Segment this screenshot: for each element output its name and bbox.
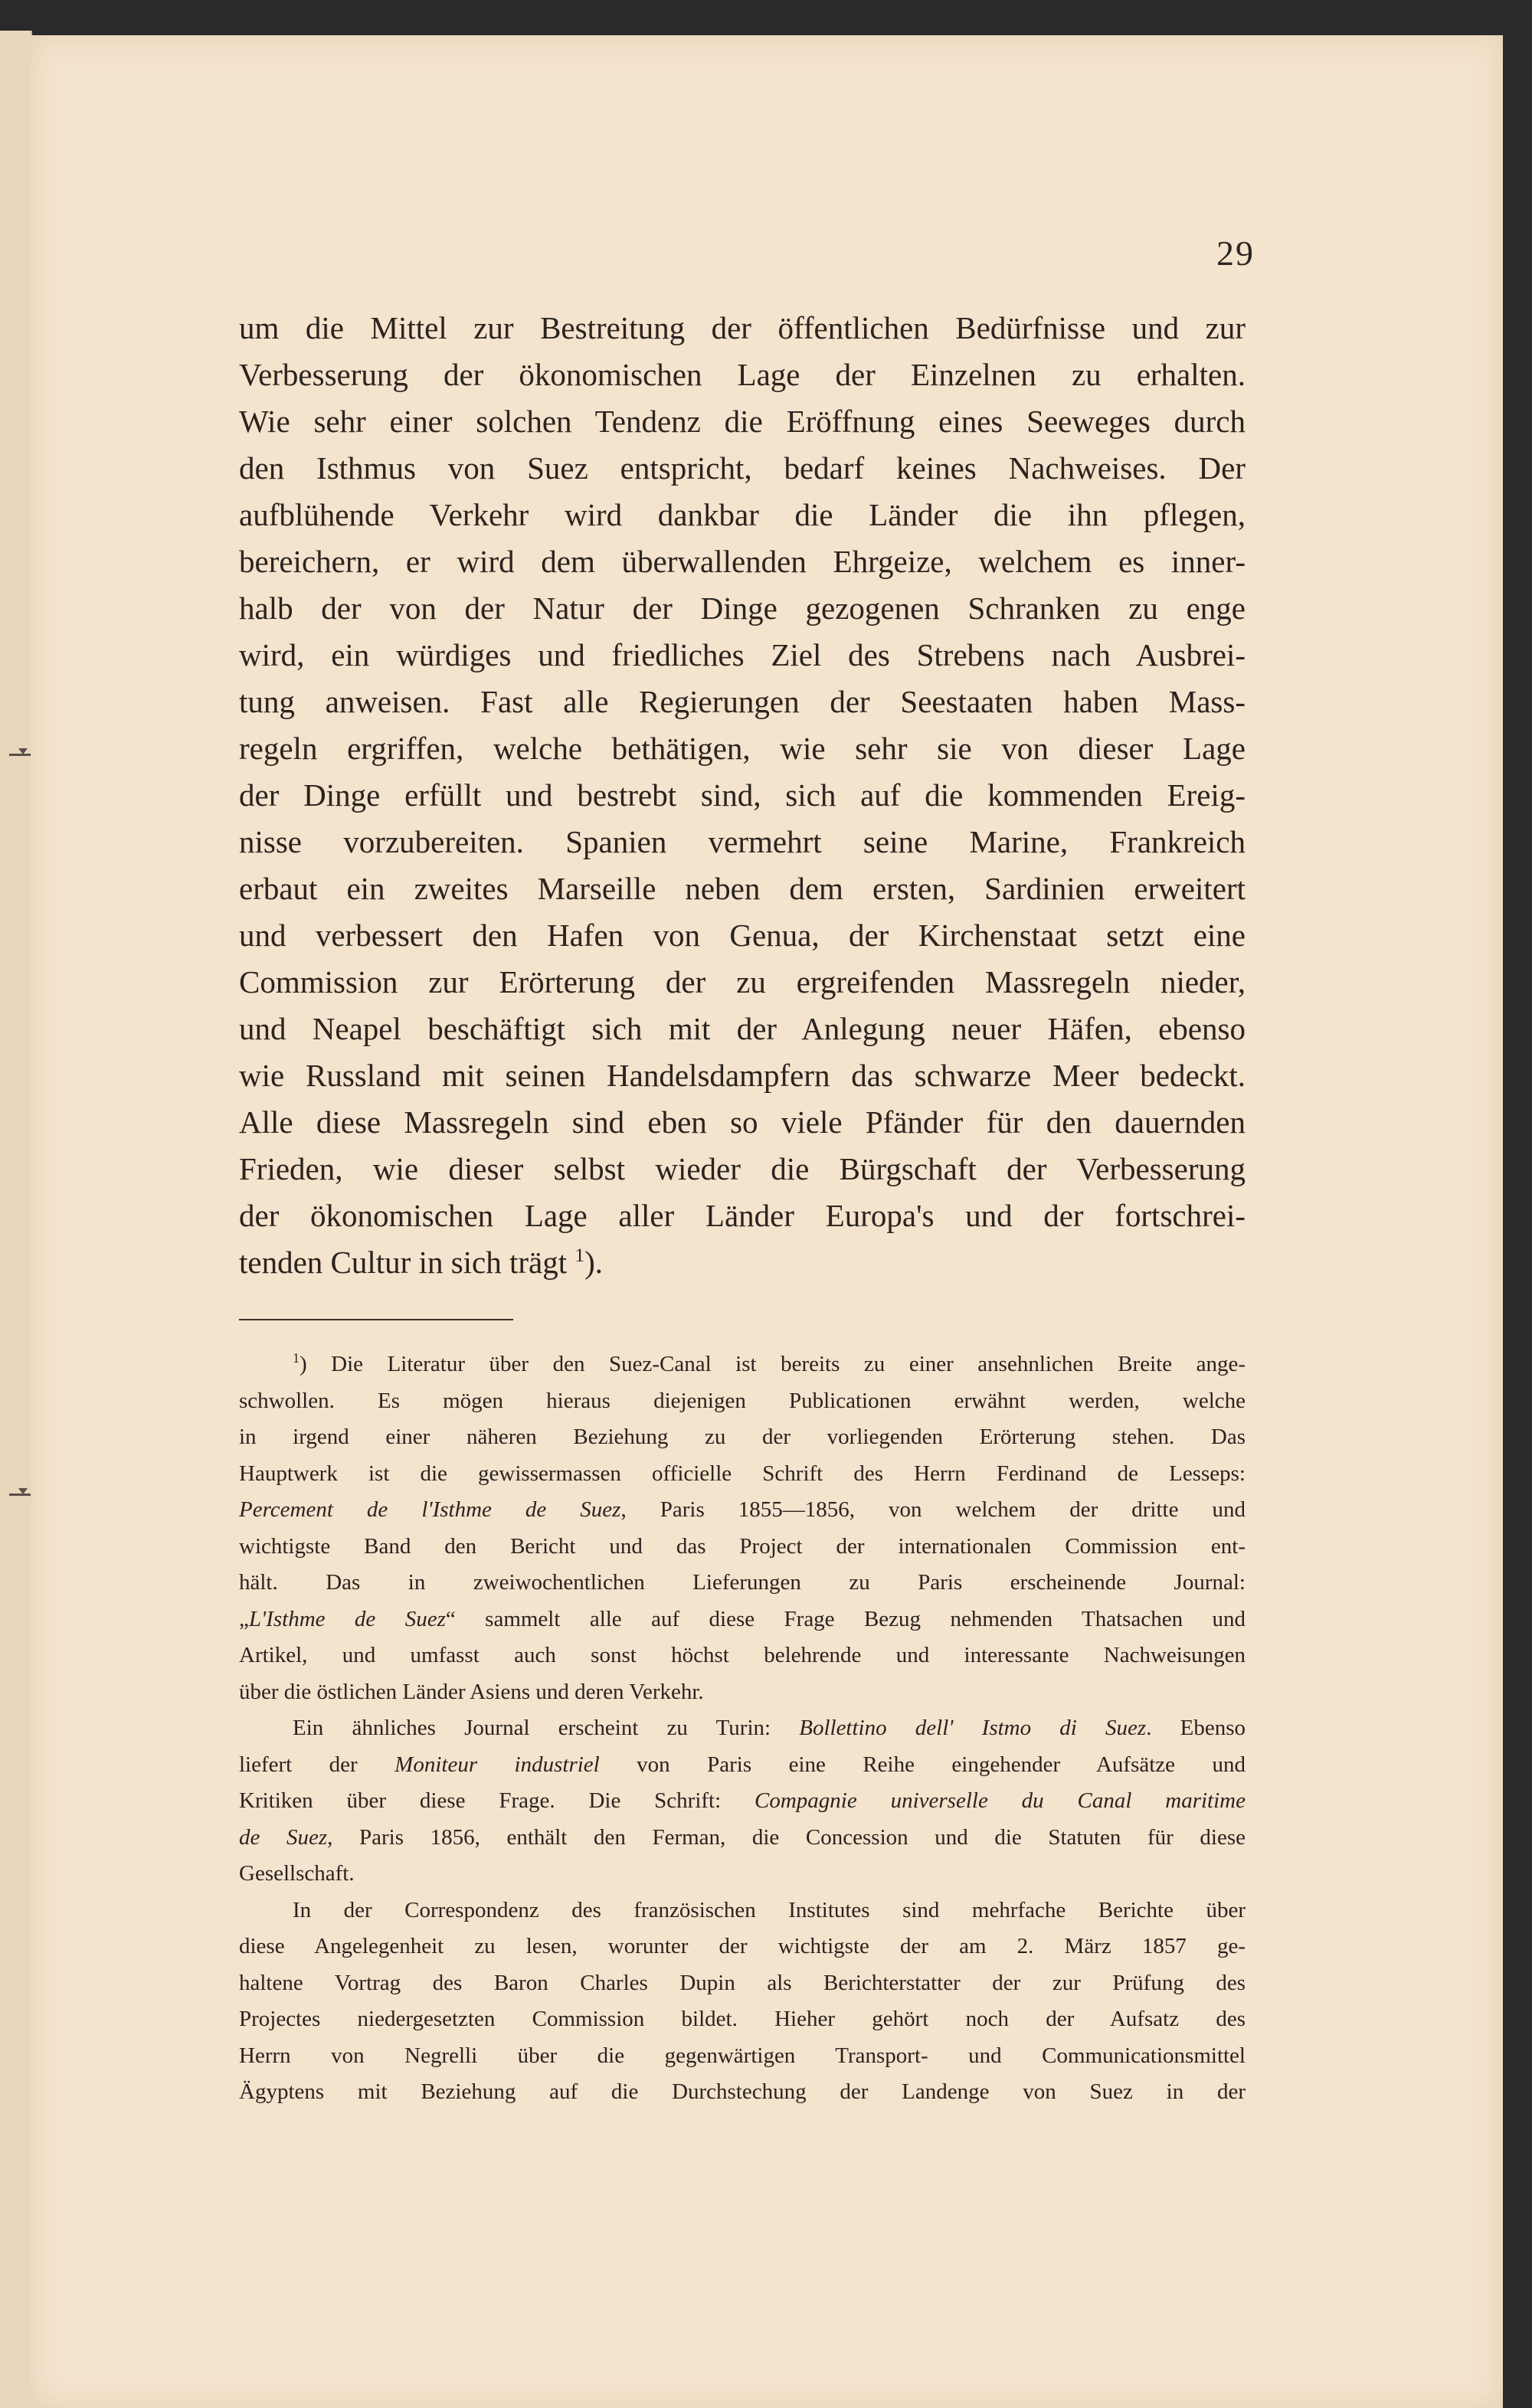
text-segment: in irgend einer näheren Beziehung zu der vorliegenden Erörterung stehen. Das — [239, 1425, 1246, 1449]
text-segment: schwollen. Es mögen hieraus diejenigen Publicationen erwähnt werden, welche — [239, 1388, 1246, 1413]
footnote-line — [239, 1783, 1246, 1820]
text-segment: liefert der — [239, 1752, 395, 1777]
text-segment: Hauptwerk ist die gewissermassen officielle Schrift des Herrn Ferdinand de Lesseps: — [239, 1461, 1246, 1486]
text-line — [239, 1006, 1246, 1052]
text-line — [239, 725, 1246, 772]
text-segment: aufblühende Verkehr wird dankbar die Länder die ihn pflegen, — [239, 497, 1246, 532]
main-text — [239, 305, 1246, 1286]
text-line — [239, 538, 1246, 585]
text-line — [239, 865, 1246, 912]
text-segment: wie Russland mit seinen Handelsdampfern das schwarze Meer bedeckt. — [239, 1058, 1246, 1093]
text-line — [239, 819, 1246, 865]
text-segment: ) Die Literatur über den Suez-Canal ist bereits zu einer ansehnlichen Breite ange- — [299, 1352, 1246, 1376]
text-segment: bereichern, er wird dem überwallenden Ehrgeize, welchem es inner- — [239, 544, 1246, 579]
text-segment: Artikel, und umfasst auch sonst höchst belehrende und interessante Nachweisungen — [239, 1643, 1246, 1667]
text-segment: halb der von der Natur der Dinge gezogenen Schranken zu enge — [239, 591, 1246, 626]
footnote-marker: 1 — [574, 1244, 585, 1266]
text-segment: Ägyptens mit Beziehung auf die Durchstechung der Landenge von Suez in der — [239, 2079, 1246, 2104]
text-segment: ). — [584, 1245, 603, 1280]
text-segment: hält. Das in zweiwochentlichen Lieferungen zu Paris erscheinende Journal: — [239, 1570, 1246, 1595]
text-segment: tenden Cultur in sich trägt — [239, 1245, 575, 1280]
text-segment: von Paris eine Reihe eingehender Aufsätze und — [599, 1752, 1246, 1777]
footnote-line — [239, 2001, 1246, 2038]
footnote-line — [239, 1492, 1246, 1529]
text-segment: Wie sehr einer solchen Tendenz die Eröffnung eines Seeweges durch — [239, 404, 1246, 439]
footnote-line — [239, 1456, 1246, 1493]
text-line — [239, 1099, 1246, 1146]
page-number: 29 — [1216, 234, 1255, 273]
text-line — [239, 398, 1246, 445]
text-line — [239, 492, 1246, 538]
italic-title: L'Isthme de Suez — [248, 1606, 446, 1631]
footnote-line — [239, 1747, 1246, 1784]
text-segment: „ — [239, 1606, 249, 1631]
footnote-line — [239, 1929, 1246, 1965]
text-segment: den Isthmus von Suez entspricht, bedarf keines Nachweises. Der — [239, 450, 1246, 486]
footnote-divider — [239, 1319, 513, 1320]
text-segment: Frieden, wie dieser selbst wieder die Bürgschaft der Verbesserung — [239, 1151, 1246, 1186]
text-segment: nisse vorzubereiten. Spanien vermehrt seine Marine, Frankreich — [239, 824, 1246, 859]
footnote-marker: 1 — [293, 1350, 300, 1366]
text-segment: wird, ein würdiges und friedliches Ziel des Strebens nach Ausbrei- — [239, 637, 1246, 672]
footnote-line — [239, 1965, 1246, 2002]
footnote-line — [239, 2038, 1246, 2075]
footnote-line — [239, 1820, 1246, 1857]
text-segment: In der Correspondenz des französischen Institutes sind mehrfache Berichte über — [293, 1897, 1246, 1922]
text-segment: regeln ergriffen, welche bethätigen, wie sehr sie von dieser Lage — [239, 731, 1246, 766]
text-segment: Commission zur Erörterung der zu ergreifenden Massregeln nieder, — [239, 964, 1246, 1000]
italic-title: de Suez — [239, 1824, 328, 1850]
adjacent-page-edge — [0, 31, 32, 2408]
text-segment: haltene Vortrag des Baron Charles Dupin als Berichterstatter der zur Prüfung des — [239, 1970, 1246, 1995]
footnote-line — [239, 1893, 1246, 1929]
text-line — [239, 1239, 1246, 1286]
text-segment: über die östlichen Länder Asiens und deren Verkehr. — [239, 1679, 704, 1704]
footnote-line — [239, 1565, 1246, 1602]
italic-title: Percement de l'Isthme de Suez — [239, 1497, 621, 1522]
footnote-line — [239, 1856, 1246, 1893]
text-line — [239, 912, 1246, 959]
text-segment: erbaut ein zweites Marseille neben dem ersten, Sardinien erweitert — [239, 871, 1246, 906]
text-line — [239, 305, 1246, 352]
footnote-line — [239, 1346, 1246, 1383]
footnote-line — [239, 1602, 1246, 1638]
text-segment: und Neapel beschäftigt sich mit der Anlegung neuer Häfen, ebenso — [239, 1011, 1246, 1046]
text-segment: der Dinge erfüllt und bestrebt sind, sich auf die kommenden Ereig- — [239, 777, 1246, 813]
footnote-line — [239, 1638, 1246, 1674]
footnote-line — [239, 1529, 1246, 1566]
text-line — [239, 585, 1246, 632]
italic-title: Bollettino dell' Istmo di Suez — [799, 1716, 1147, 1740]
italic-title: Moniteur industriel — [394, 1752, 600, 1777]
text-segment: tung anweisen. Fast alle Regierungen der Seestaaten haben Mass- — [239, 684, 1246, 719]
text-segment: und verbessert den Hafen von Genua, der Kirchenstaat setzt eine — [239, 918, 1246, 953]
footnote-line — [239, 1674, 1246, 1711]
footnote — [239, 1346, 1246, 2111]
text-segment: Herrn von Negrelli über die gegenwärtigen Transport- und Communicationsmittel — [239, 2043, 1246, 2068]
text-segment: . Ebenso — [1146, 1716, 1246, 1740]
footnote-line — [239, 1419, 1246, 1456]
text-segment: wichtigste Band den Bericht und das Project der internationalen Commission ent- — [239, 1533, 1246, 1559]
footnote-line — [239, 1383, 1246, 1420]
text-segment: diese Angelegenheit zu lesen, worunter der wichtigste der am 2. März 1857 ge- — [239, 1934, 1246, 1958]
text-segment: , Paris 1855—1856, von welchem der dritte und — [620, 1497, 1246, 1522]
italic-title: Compagnie universelle du Canal maritime — [755, 1788, 1246, 1813]
text-line — [239, 1146, 1246, 1193]
text-segment: “ sammelt alle auf diese Frage Bezug nehmenden Thatsachen und — [445, 1606, 1246, 1631]
text-segment: , Paris 1856, enthält den Ferman, die Concession und die Statuten für diese — [327, 1824, 1246, 1850]
text-line — [239, 445, 1246, 492]
text-line — [239, 1193, 1246, 1239]
text-segment: Alle diese Massregeln sind eben so viele Pfänder für den dauernden — [239, 1104, 1246, 1140]
text-segment: um die Mittel zur Bestreitung der öffentlichen Bedürfnisse und zur — [239, 310, 1246, 345]
text-line — [239, 352, 1246, 398]
text-segment: Projectes niedergesetzten Commission bildet. Hieher gehört noch der Aufsatz des — [239, 2007, 1246, 2031]
book-page — [31, 35, 1503, 2408]
footnote-line — [239, 1710, 1246, 1747]
text-segment: der ökonomischen Lage aller Länder Europa's und der fortschrei- — [239, 1198, 1246, 1233]
text-line — [239, 959, 1246, 1006]
text-line — [239, 1052, 1246, 1099]
text-line — [239, 632, 1246, 679]
text-line — [239, 679, 1246, 725]
text-line — [239, 772, 1246, 819]
text-segment: Ein ähnliches Journal erscheint zu Turin: — [293, 1716, 800, 1740]
footnote-line — [239, 2074, 1246, 2111]
text-segment: Gesellschaft. — [239, 1861, 355, 1886]
text-segment: Verbesserung der ökonomischen Lage der Einzelnen zu erhalten. — [239, 357, 1246, 392]
text-segment: Kritiken über diese Frage. Die Schrift: — [239, 1788, 755, 1813]
